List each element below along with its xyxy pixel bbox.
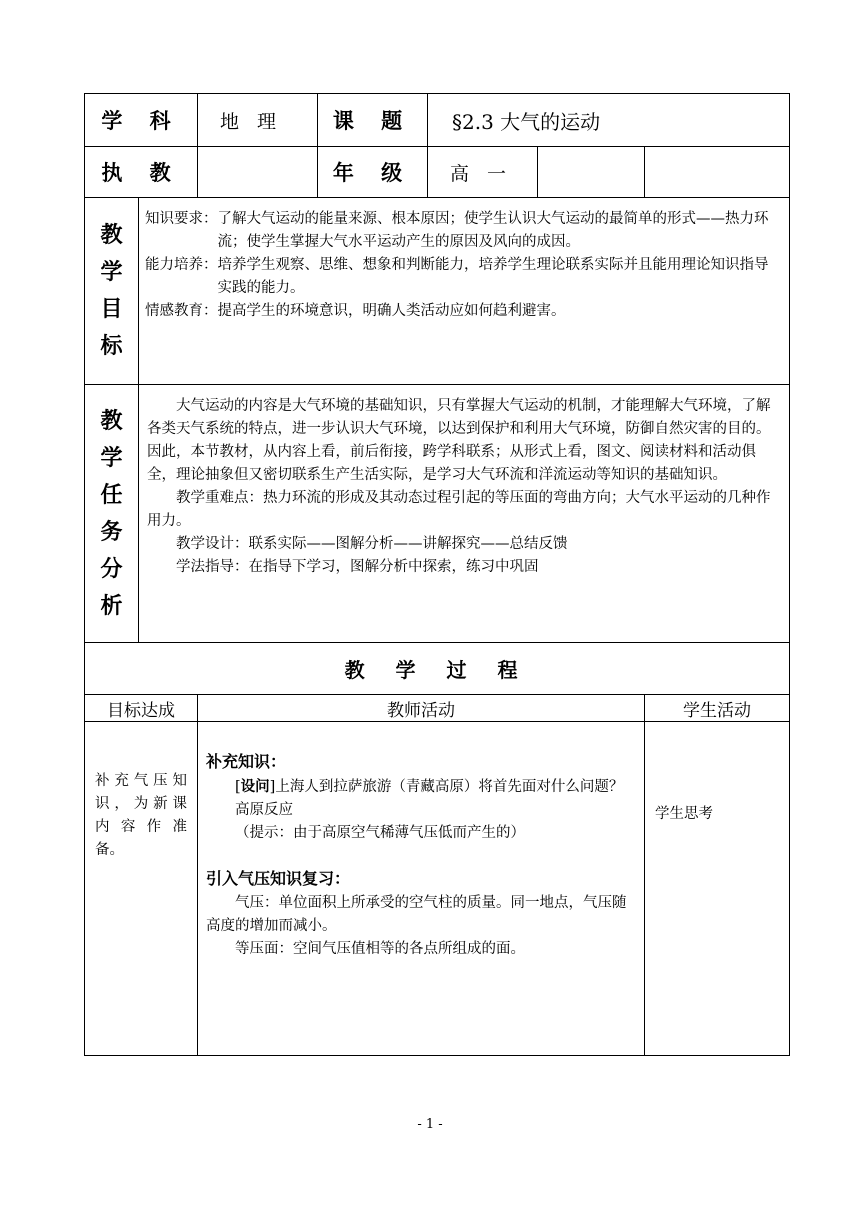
page-number: - 1 - [417, 1117, 443, 1132]
question [206, 775, 636, 799]
task-paragraph: 教学重难点：热力环流的形成及其动态过程引起的等压面的弯曲方向；大气水平运动的几种作用力。 [147, 490, 771, 529]
subject-label: 学 科 [85, 94, 198, 147]
section-title: 引入气压知识复习： [206, 869, 351, 888]
section-title: 补充知识： [206, 752, 287, 771]
goal-line: 内容作准 [95, 819, 187, 835]
task-analysis-content [139, 385, 790, 643]
header-row-2 [85, 147, 790, 198]
goal-line: 补充气压知 [95, 773, 187, 789]
task-paragraph: 学法指导：在指导下学习，图解分析中探索，练习中巩固 [176, 559, 539, 575]
process-content-row [85, 722, 790, 1056]
empty-cell [645, 147, 790, 198]
question-text: ]上海人到拉萨旅游（青藏高原）将首先面对什么问题？ [269, 779, 624, 795]
goal-line: 识，为新课 [95, 796, 187, 812]
task-label-char: 析 [100, 592, 123, 619]
objectives-label-char: 教 [100, 222, 123, 248]
teacher-label: 执 教 [85, 147, 198, 198]
topic-label: 课 题 [318, 94, 428, 147]
lesson-plan-table [84, 93, 790, 1056]
empty-cell [538, 147, 645, 198]
question-bracket: [ [235, 779, 241, 795]
isobar-definition: 等压面：空间气压值相等的各点所组成的面。 [235, 941, 525, 957]
col-teacher-header: 教师活动 [198, 695, 645, 722]
task-analysis-label [85, 385, 139, 643]
objective-item [145, 254, 781, 300]
objectives-label [85, 198, 139, 385]
task-label-char: 分 [100, 555, 123, 582]
col-student-header: 学生活动 [645, 695, 790, 722]
pressure-definition: 气压：单位面积上所承受的空气柱的质量。同一地点，气压随高度的增加而减小。 [206, 895, 627, 934]
objectives-label-char: 标 [100, 333, 123, 359]
objective-item [145, 208, 781, 254]
task-label-char: 任 [100, 481, 123, 508]
grade-value: 高 一 [428, 147, 538, 198]
objectives-label-char: 学 [100, 259, 123, 285]
task-label-char: 务 [100, 518, 123, 545]
process-title-row [85, 643, 790, 695]
objective-text: 提高学生的环境意识，明确人类活动应如何趋利避害。 [217, 303, 566, 319]
task-label-char: 教 [100, 407, 123, 434]
process-column-headers [85, 695, 790, 722]
objective-key: 情感教育： [145, 303, 218, 319]
process-title: 教 学 过 程 [85, 643, 790, 695]
task-analysis-row [85, 385, 790, 643]
objective-item [145, 300, 781, 323]
goal-content [85, 722, 198, 1056]
task-paragraph: 大气运动的内容是大气环境的基础知识，只有掌握大气运动的机制，才能理解大气环境，了解各类天气系统的特点，进一步认识大气环境，以达到保护和利用大气环境，防御自然灾害的目的。因此，本节教材，从内容上看，前后衔接，跨学科联系；从形式上看，图文、阅读材料和活动俱全，理论抽象但又密切联系生产生活实际，是学习大气环流和洋流运动等知识的基础知识。 [147, 398, 771, 483]
subject-value: 地 理 [198, 94, 318, 147]
answer: 高原反应 [235, 802, 293, 818]
hint: （提示：由于高原空气稀薄气压低而产生的） [235, 825, 525, 841]
objectives-content [139, 198, 790, 385]
objective-text: 培养学生观察、思维、想象和判断能力，培养学生理论联系实际并且能用理论知识指导实践的能力。 [217, 257, 769, 296]
header-row-1 [85, 94, 790, 147]
col-goal-header: 目标达成 [85, 695, 198, 722]
student-activity: 学生思考 [645, 722, 790, 1056]
grade-label: 年 级 [318, 147, 428, 198]
teacher-activity [198, 722, 645, 1056]
spacer [206, 845, 636, 867]
teacher-value [198, 147, 318, 198]
task-label-char: 学 [100, 444, 123, 471]
goal-line: 备。 [95, 842, 124, 858]
objectives-row [85, 198, 790, 385]
objective-text: 了解大气运动的能量来源、根本原因；使学生认识大气运动的最简单的形式——热力环流；使学生掌握大气水平运动产生的原因及风向的成因。 [217, 211, 769, 250]
question-tag: 设问 [240, 778, 270, 795]
task-paragraph: 教学设计：联系实际——图解分析——讲解探究——总结反馈 [176, 536, 568, 552]
objectives-label-char: 目 [100, 296, 123, 322]
objective-key: 能力培养： [145, 257, 218, 273]
objective-key: 知识要求： [145, 211, 218, 227]
topic-value: §2.3 大气的运动 [428, 94, 790, 147]
